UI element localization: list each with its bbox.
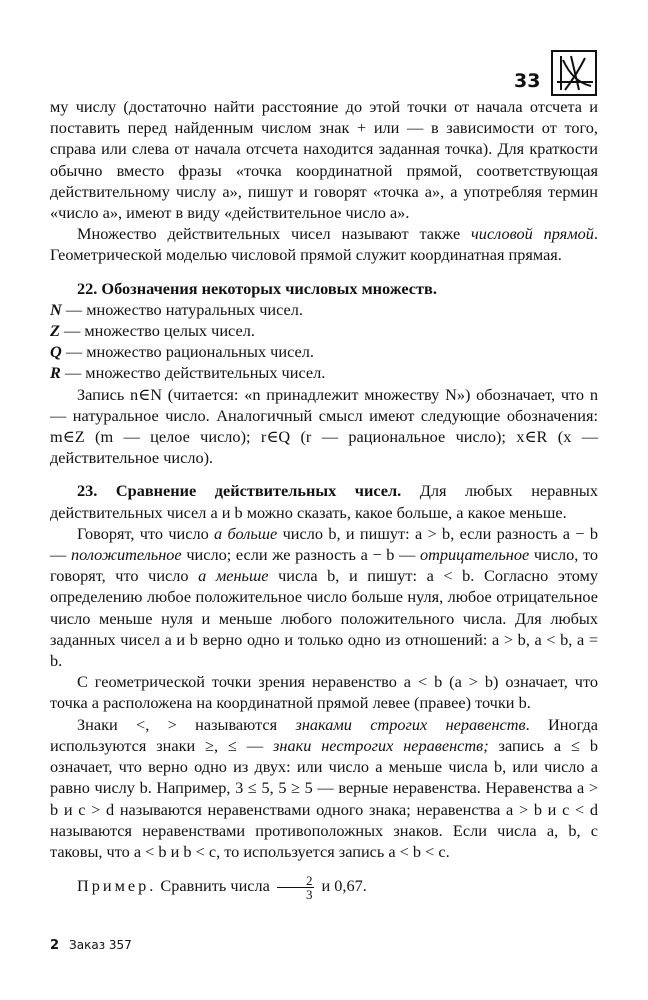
term-negative: отрицательное: [420, 545, 530, 565]
set-symbol: N: [50, 299, 62, 319]
term-greater: a больше: [214, 523, 278, 543]
text-segment: число, то говорят, что число: [50, 545, 598, 586]
definition-item: [50, 299, 598, 320]
text-segment: Знаки <, > называются: [77, 714, 296, 734]
definition-text: — множество целых чисел.: [59, 321, 255, 341]
term-positive: положительное: [70, 545, 182, 565]
graph-axes-icon: [551, 50, 597, 96]
set-symbol: R: [50, 363, 61, 383]
section-22-heading: 22. Обозначения некоторых числовых множеств.: [77, 278, 437, 298]
page-number: 33: [514, 70, 541, 92]
section-23-heading: 23. Сравнение действительных чисел.: [77, 481, 402, 501]
fraction-numerator: 2: [277, 874, 315, 888]
term-non-strict-inequalities: знаки нестрогих неравенств;: [273, 735, 489, 755]
order-number: Заказ 357: [69, 938, 132, 952]
text-segment: числа b, и пишут: a < b. Согласно этому определению любое положительное число больше нуля, любое отрицательное число меньше нуля и меньше любого положительного числа. Для любых заданных чисел a и b верно одно и только одно из отношений: a > b, a < b, a = b.: [50, 566, 598, 671]
term-less: a меньше: [198, 566, 269, 586]
text-segment: запись a ≤ b означает, что верно одно из двух: или число a меньше числа b, или число a равно числу b. Например, 3 ≤ 5, 5 ≥ 5 — верные неравенства. Неравенства a > b и c > d называются неравенствами одного знака; неравенства a > b и c < d называются неравенствами противоположных знаков. Если числа a, b, c таковы, что a < b и b < c, то используется запись a < b < c.: [50, 735, 599, 861]
definition-text: — множество натуральных чисел.: [61, 299, 303, 319]
paragraph-continuation: му числу (достаточно найти расстояние до этой точки от начала отсчета и поставить перед найденным числом знак + или — в зависимости от того, справа или слева от начала отсчета находится заданная точка). Для краткости обычно вместо фразы «точка координатной прямой, соответствующая действительному числу a», пишут и говорят «точка a», а употребляя термин «число a», имеют в виду «действительное число a».: [50, 97, 598, 223]
text-segment: Множество действительных чисел называют также: [77, 224, 472, 244]
geometric-paragraph: С геометрической точки зрения неравенство a < b (a > b) означает, что точка a расположена на координатной прямой левее (правее) точки b.: [50, 672, 598, 713]
signature-mark: 2: [50, 938, 60, 953]
text-segment: . Геометрической моделью числовой прямой служит координатная прямая.: [50, 224, 598, 265]
set-symbol: Q: [50, 342, 62, 362]
comparison-definition: [50, 523, 598, 671]
fraction-denominator: 3: [305, 887, 313, 903]
fraction: [277, 874, 315, 901]
signs-paragraph: [50, 714, 598, 862]
page-footer: [50, 938, 132, 953]
example-paragraph: [50, 874, 598, 901]
set-symbol: Z: [50, 321, 60, 341]
term-number-line: числовой прямой: [471, 224, 594, 244]
text-segment: и 0,67.: [317, 876, 367, 896]
text-segment: Говорят, что число: [77, 523, 215, 543]
text-segment: число; если же разность a − b —: [181, 545, 420, 565]
example-label: Пример.: [77, 876, 157, 896]
text-segment: . Иногда используются знаки ≥, ≤ —: [50, 714, 599, 755]
main-text: [50, 96, 598, 901]
definition-text: — множество действительных чисел.: [60, 363, 326, 383]
paragraph-number-line: [50, 223, 598, 265]
definition-item: [50, 362, 598, 383]
text-segment: Сравнить числа: [156, 876, 274, 896]
definition-item: [50, 320, 598, 341]
section-23-intro: [50, 480, 598, 522]
text-segment: Для любых неравных действительных чисел a и b можно сказать, какое больше, а какое меньше.: [50, 481, 599, 522]
text-segment: число b, и пишут: a > b, если разность a − b —: [50, 523, 598, 565]
definition-item: [50, 341, 598, 362]
definition-text: — множество рациональных чисел.: [61, 342, 314, 362]
notation-paragraph: Запись n∈N (читается: «n принадлежит множеству N») обозначает, что n — натуральное число. Аналогичный смысл имеют следующие обозначения: m∈Z (m — целое число); r∈Q (r — рациональное число); x∈R (x — действительное число).: [50, 384, 598, 468]
term-strict-inequalities: знаками строгих неравенств: [295, 714, 526, 734]
